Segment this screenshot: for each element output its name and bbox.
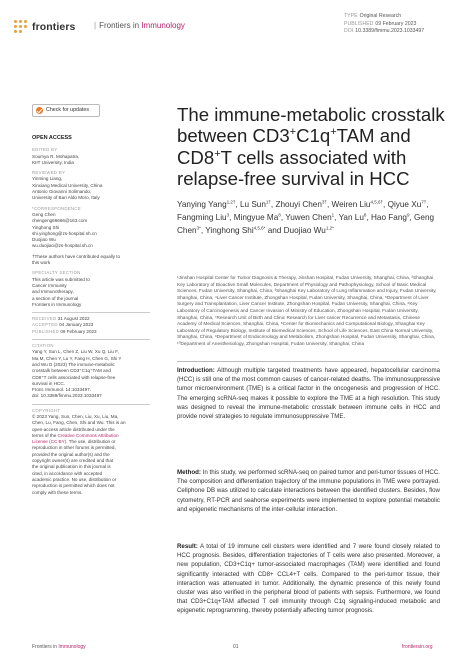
journal-name[interactable]: | Frontiers in Immunology: [94, 21, 185, 30]
author-name[interactable]: Qiyue $Xu^{7\dagger}$: [387, 199, 427, 209]
affiliations: ¹Jinshan Hospital Center for Tumor Diagnosis & Therapy, Jinshan Hospital, Fudan University, Shanghai, China, ²Shanghai Key Laboratory of Bioactive Small Molecules, Department of Physiology and Pathophysiology, School of Basic Medical Sciences, Fudan University, Shanghai, China, ³Shanghai Key Laboratory of Lung Inflammation and Injury, Fudan University, Shanghai, China, ⁴Liver Cancer Institute, Zhongshan Hospital, Fudan University, Shanghai, China, ⁵Department of Liver Surgery and Transplantation, Liver Cancer Institute, Zhongshan Hospital, Fudan University, Shanghai, China, ⁶Key Laboratory of Carcinogenesis and Cancer Invasion of Ministry of Education, Zhongshan Hospital, Fudan University, Shanghai, China, ⁷Research Unit of Birth and Clinic Research for Liver cancer Recurrence and Metastasis, Chinese Academy of Medical Sciences, Shanghai, China, ⁸Center for Biomechanics and Computational Biology, Shanghai Key Laboratory of Regulatory Biology, Institute of Biomedical Sciences, School of Life Sciences, East China Normal University, Shanghai, China, ⁹Department of Endocrinology and Metabolism, Zhongshan Hospital, Fudan University, Shanghai, China, ¹⁰Department of Anesthesiology, Zhongshan Hospital, Fudan University, Shanghai, China: [177, 276, 437, 347]
correspondence-section: *CORRESPONDENCE Geng Chen chengeng66666@163.com Yinghong Shi shi.yinghong@zs-hospital.sh.cn Duojiao Wu wu.duojiao@zs-hospital.sh.cn: [32, 206, 150, 250]
author-name[interactable]: Zhouyi Chen$^{3\dagger}$: [275, 199, 327, 209]
author-name[interactable]: Yanying Yang$^{1,2\dagger}$: [177, 199, 236, 209]
author-name[interactable]: Weiren Liu$^{4,5,6\dagger}$: [331, 199, 384, 209]
page-number: 01: [233, 644, 239, 650]
author-name[interactable]: Geng Chen$^{3*}$: [177, 212, 435, 235]
email-link[interactable]: chengeng66666@163.com: [32, 218, 88, 224]
article-title: The immune-metabolic crosstalk between CD3+C1q+TAM and CD8+T cells associated with relapse-free survival in HCC: [177, 104, 445, 189]
copyright-section: COPYRIGHT © 2023 Yang, Sun, Chen, Liu, Xu, Liu, Ma, Chen, Lu, Fang, Chen, Shi and Wu. This is an open-access article distributed under the terms of the Creative Commons Attribution License (CC BY). The use, distribution or reproduction in other forums is permitted, provided the original author(s) and the copyright owner(s) are credited and that the original publication in this journal is cited, in accordance with accepted academic practice. No use, distribution or reproduction is permitted which does not comply with these terms.: [32, 407, 126, 495]
open-access-label: OPEN ACCESS: [32, 135, 72, 141]
divider: [177, 361, 439, 362]
frontiers-logo[interactable]: [14, 20, 76, 34]
specialty-section: SPECIALTY SECTION This article was submitted to Cancer Immunity and Immunotherapy, a section of the journal Frontiers in Immunology: [32, 270, 90, 307]
email-link[interactable]: shi.yinghong@zs-hospital.sh.cn: [32, 230, 97, 236]
abstract-result: Result: A total of 19 immune cell clusters were identified and 7 were found closely related to HCC prognosis. Besides, differentiation trajectories of T cells were also presented. Moreover, a new population, CD3+C1q+ tumor-associated macrophages (TAM) were identified and found significantly interacted with CD8+ CCL4+T cells. Compared to the peri-tumor tissue, their interaction was attenuated in tumor. Additionally, the dynamic presence of this newly found cluster was also verified in the peripheral blood of patients with sepsis. Furthermore, we found that CD3+C1q+TAM affected T cell immunity through C1q signaling-induced metabolic and epigenetic reprogramming, thereby potentially affecting tumor prognosis.: [177, 543, 440, 615]
author-name[interactable]: Mingyue Ma$^8$: [233, 212, 281, 222]
footer-site-link[interactable]: frontiersin.org: [402, 644, 433, 650]
author-name[interactable]: Yuwen Chen$^1$: [285, 212, 335, 222]
email-link[interactable]: wu.duojiao@zs-hospital.sh.cn: [32, 243, 93, 249]
author-name[interactable]: Duojiao $Wu^{1,2*}$: [283, 224, 334, 235]
reviewed-by-section: REVIEWED BY Yinming Liang, Xinxiang Medical University, China Antonio Giovanni Solimando, University of Bari Aldo Moro, Italy: [32, 170, 103, 201]
frontiers-dots-icon: [14, 20, 28, 34]
author-list: Yanying Yang$^{1,2\dagger}$, Lu Sun$^{1\dagger}$, Zhouyi Chen$^{3\dagger}$, Weiren Liu$^{4,5,6\dagger}$, Qiyue $Xu^{7\dagger}$, Fangming Liu$^3$, Mingyue Ma$^8$, Yuwen Chen$^1$, Yan Lu$^8$, Hao Fang$^9$, Geng Chen$^{3*}$, Yinghong Shi$^{4,5,6*}$ and Duojiao $Wu^{1,2*}$: [177, 199, 435, 235]
dates-section: RECEIVED 31 August 2022 ACCEPTED 04 January 2023 PUBLISHED 09 February 2023: [32, 316, 97, 334]
page-header: [0, 0, 474, 52]
author-name[interactable]: Yinghong Shi$^{4,5,6*}$: [205, 224, 266, 235]
sidebar: [32, 104, 150, 500]
license-link-cont[interactable]: License (CC BY): [32, 439, 67, 445]
doi-link[interactable]: 10.3389/fimmu.2023.1033497: [355, 28, 425, 34]
abstract-introduction: Introduction: Although multiple targeted treatments have appeared, hepatocellular carcinoma (HCC) is still one of the most common causes of cancer-related deaths. The immunosuppressive tumor microenvironment (TME) is a critical factor in the oncogenesis and progression of HCC. The emerging scRNA-seq makes it possible to explore the TME at a high resolution. This study was designed to reveal the immune-metabolic crosstalk between immune cells in HCC and provide novel strategies to regulate immunosuppressive TME.: [177, 367, 441, 421]
check-updates-button[interactable]: Check for updates: [32, 104, 100, 117]
citation-section: CITATION Yang Y, Sun L, Chen Z, Liu W, Xu Q, Liu F, Ma M, Chen Y, Lu Y, Fang H, Chen G, Shi Y and Wu D (2023) The immune-metabolic crosstalk between CD3⁺C1q⁺TAM and CD8⁺T cells associated with relapse-free survival in HCC. Front. Immunol. 14:1033497. doi: 10.3389/fimmu.2023.1033497: [32, 343, 150, 400]
author-name[interactable]: Fangming Liu$^3$: [177, 212, 230, 222]
abstract-method: Method: In this study, we performed scRNA-seq on paired tumor and peri-tumor tissues of HCC. The composition and differentiation trajectory of the immune populations in TME were portrayed. Cellphone DB was utilized to calculate interactions between the identified clusters. Besides, flow cytometry, RT-PCR and seahorse experiments were implemented to explore potential metabolic and epigenetic mechanisms of the inter-cellular interaction.: [177, 469, 440, 513]
contribution-note: †These authors have contributed equally to this work: [32, 253, 121, 266]
brand-name: frontiers: [32, 21, 76, 33]
edited-by-section: EDITED BY Soumya R. Mohapatra, KIIT University, India: [32, 147, 80, 165]
license-link[interactable]: Creative Commons Attribution: [57, 432, 119, 438]
checkmark-icon: [36, 107, 43, 114]
article-meta: TYPE Original Research PUBLISHED 09 February 2023 DOI 10.3389/fimmu.2023.1033497: [344, 13, 425, 34]
author-name[interactable]: Lu Sun$^{1\dagger}$: [239, 199, 271, 209]
citation-doi-link[interactable]: doi: 10.3389/fimmu.2023.1033497: [32, 393, 102, 399]
author-name[interactable]: Hao Fang$^9$: [371, 212, 410, 222]
author-name[interactable]: Yan Lu$^8$: [338, 212, 367, 222]
footer-journal: Frontiers in Immunology: [32, 644, 86, 650]
page-footer: [0, 641, 474, 655]
